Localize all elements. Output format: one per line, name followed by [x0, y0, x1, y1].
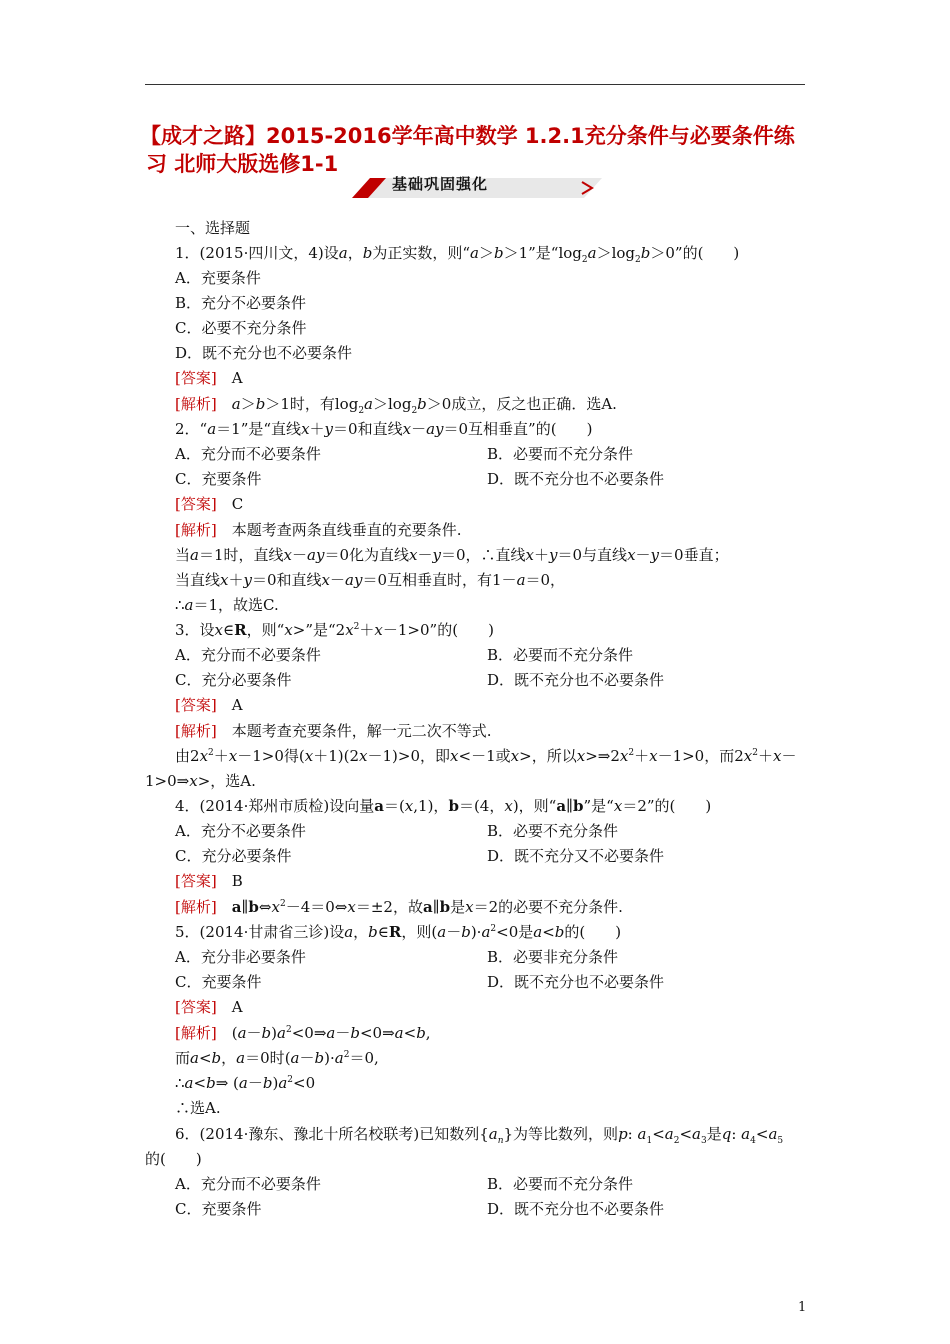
q2-stem: 2．“a＝1”是“直线x＋y＝0和直线x－ay＝0互相垂直”的( ) [175, 420, 593, 438]
q5-option-c: C．充要条件 [175, 973, 262, 991]
q6-stem-line-2: 的( ) [145, 1150, 202, 1168]
q3-stem: 3．设x∈R，则“x>”是“$2x^2+x-1>0$”的( ) [175, 621, 494, 639]
title-line-2: 习 北师大版选修1-1 [146, 152, 339, 176]
q5-option-a: A．充分非必要条件 [175, 948, 306, 966]
q2-explanation-line-3: 当直线x＋y＝0和直线x－ay＝0互相垂直时，有1－a＝0， [175, 571, 566, 589]
q1-explanation: [解析] a＞b＞1时，有$\log_2a>\log_2b>0$成立，反之也正确．选A. [175, 395, 617, 416]
q6-option-d: D．既不充分也不必要条件 [487, 1200, 665, 1218]
q3-explanation-line-3: 1>0⇒x>，选A. [145, 772, 256, 790]
q2-option-c: C．充要条件 [175, 470, 262, 488]
title-line-1: 【成才之路】2015-2016学年高中数学 1.2.1充分条件与必要条件练 [140, 124, 795, 148]
q5-stem: 5．(2014·甘肃省三诊)设a，b∈R，则$(a-b)\cdot a^2<0$是a<b的( ) [175, 923, 622, 941]
q3-option-a: A．充分而不必要条件 [175, 646, 321, 664]
q1-option-a: A．充要条件 [175, 269, 261, 287]
q2-option-b: B．必要而不充分条件 [487, 445, 634, 463]
q1-option-b: B．充分不必要条件 [175, 294, 307, 312]
q3-option-b: B．必要而不充分条件 [487, 646, 634, 664]
q2-answer: [答案] C [175, 495, 244, 513]
q5-explanation: [解析] $(a-b)a^2<0\Rightarrow a-b<0\Rightarrow a<b$, [175, 1024, 431, 1042]
q6-stem: 6．(2014·豫东、豫北十所名校联考)已知数列$\{a_n\}$为等比数列，则p: $a_1<a_2<a_3$是q: $a_4<a_5$ [175, 1125, 784, 1146]
q3-option-c: C．充分必要条件 [175, 671, 292, 689]
q2-option-a: A．充分而不必要条件 [175, 445, 321, 463]
q3-explanation: [解析] 本题考查充要条件，解一元二次不等式. [175, 722, 492, 740]
q4-answer: [答案] B [175, 872, 243, 890]
page-title [140, 122, 820, 178]
q6-option-a: A．充分而不必要条件 [175, 1175, 321, 1193]
q2-option-d: D．既不充分也不必要条件 [487, 470, 665, 488]
q5-option-d: D．既不充分也不必要条件 [487, 973, 665, 991]
q3-answer: [答案] A [175, 696, 243, 714]
q4-explanation: [解析] $a\parallel b\Leftrightarrow x^2-4=0\Leftrightarrow x=\pm 2$，故a∥b是x＝2的必要不充分条件. [175, 898, 623, 916]
page-number: 1 [798, 1300, 807, 1315]
q5-option-b: B．必要非充分条件 [487, 948, 619, 966]
q5-answer: [答案] A [175, 998, 243, 1016]
q4-stem: 4．(2014·郑州市质检)设向量a＝(x,1)，b＝(4，x)，则“a∥b”是“x＝2”的( ) [175, 797, 712, 815]
q5-explanation-line-4: ∴选A. [175, 1099, 221, 1117]
q3-option-d: D．既不充分也不必要条件 [487, 671, 665, 689]
header-rule [145, 84, 805, 85]
q1-stem: 1．(2015·四川文，4)设a，b为正实数，则“a＞b＞1”是“$\log_2a>\log_2b>0$”的( ) [175, 244, 740, 265]
q1-option-d: D．既不充分也不必要条件 [175, 344, 353, 362]
q6-option-c: C．充要条件 [175, 1200, 262, 1218]
q4-option-a: A．充分不必要条件 [175, 822, 306, 840]
q4-option-c: C．充分必要条件 [175, 847, 292, 865]
q5-explanation-line-2: 而a<b，a＝0时$(a-b)\cdot a^2=0$, [175, 1049, 379, 1067]
section-heading: 一、选择题 [175, 219, 251, 237]
q4-option-b: B．必要不充分条件 [487, 822, 619, 840]
q2-explanation-line-2: 当a＝1时，直线x－ay＝0化为直线x－y＝0，∴直线x＋y＝0与直线x－y＝0垂直； [175, 546, 729, 564]
q5-explanation-line-3: ∴a<b⇒ $(a-b)a^2<0$ [175, 1074, 316, 1092]
q6-option-b: B．必要而不充分条件 [487, 1175, 634, 1193]
q1-answer: [答案] A [175, 369, 243, 387]
q3-explanation-line-2: 由$2x^2+x-1>0$得(x＋1)(2x－1)>0，即x<－1或x>，所以$x>\Rightarrow 2x^2+x-1>0$，而$2x^2+x-$ [175, 747, 797, 765]
banner-label: 基础巩固强化 [392, 175, 489, 193]
q1-option-c: C．必要不充分条件 [175, 319, 307, 337]
q4-option-d: D．既不充分又不必要条件 [487, 847, 665, 865]
q2-explanation-line-4: ∴a＝1，故选C. [175, 596, 279, 614]
q2-explanation: [解析] 本题考查两条直线垂直的充要条件. [175, 521, 462, 539]
